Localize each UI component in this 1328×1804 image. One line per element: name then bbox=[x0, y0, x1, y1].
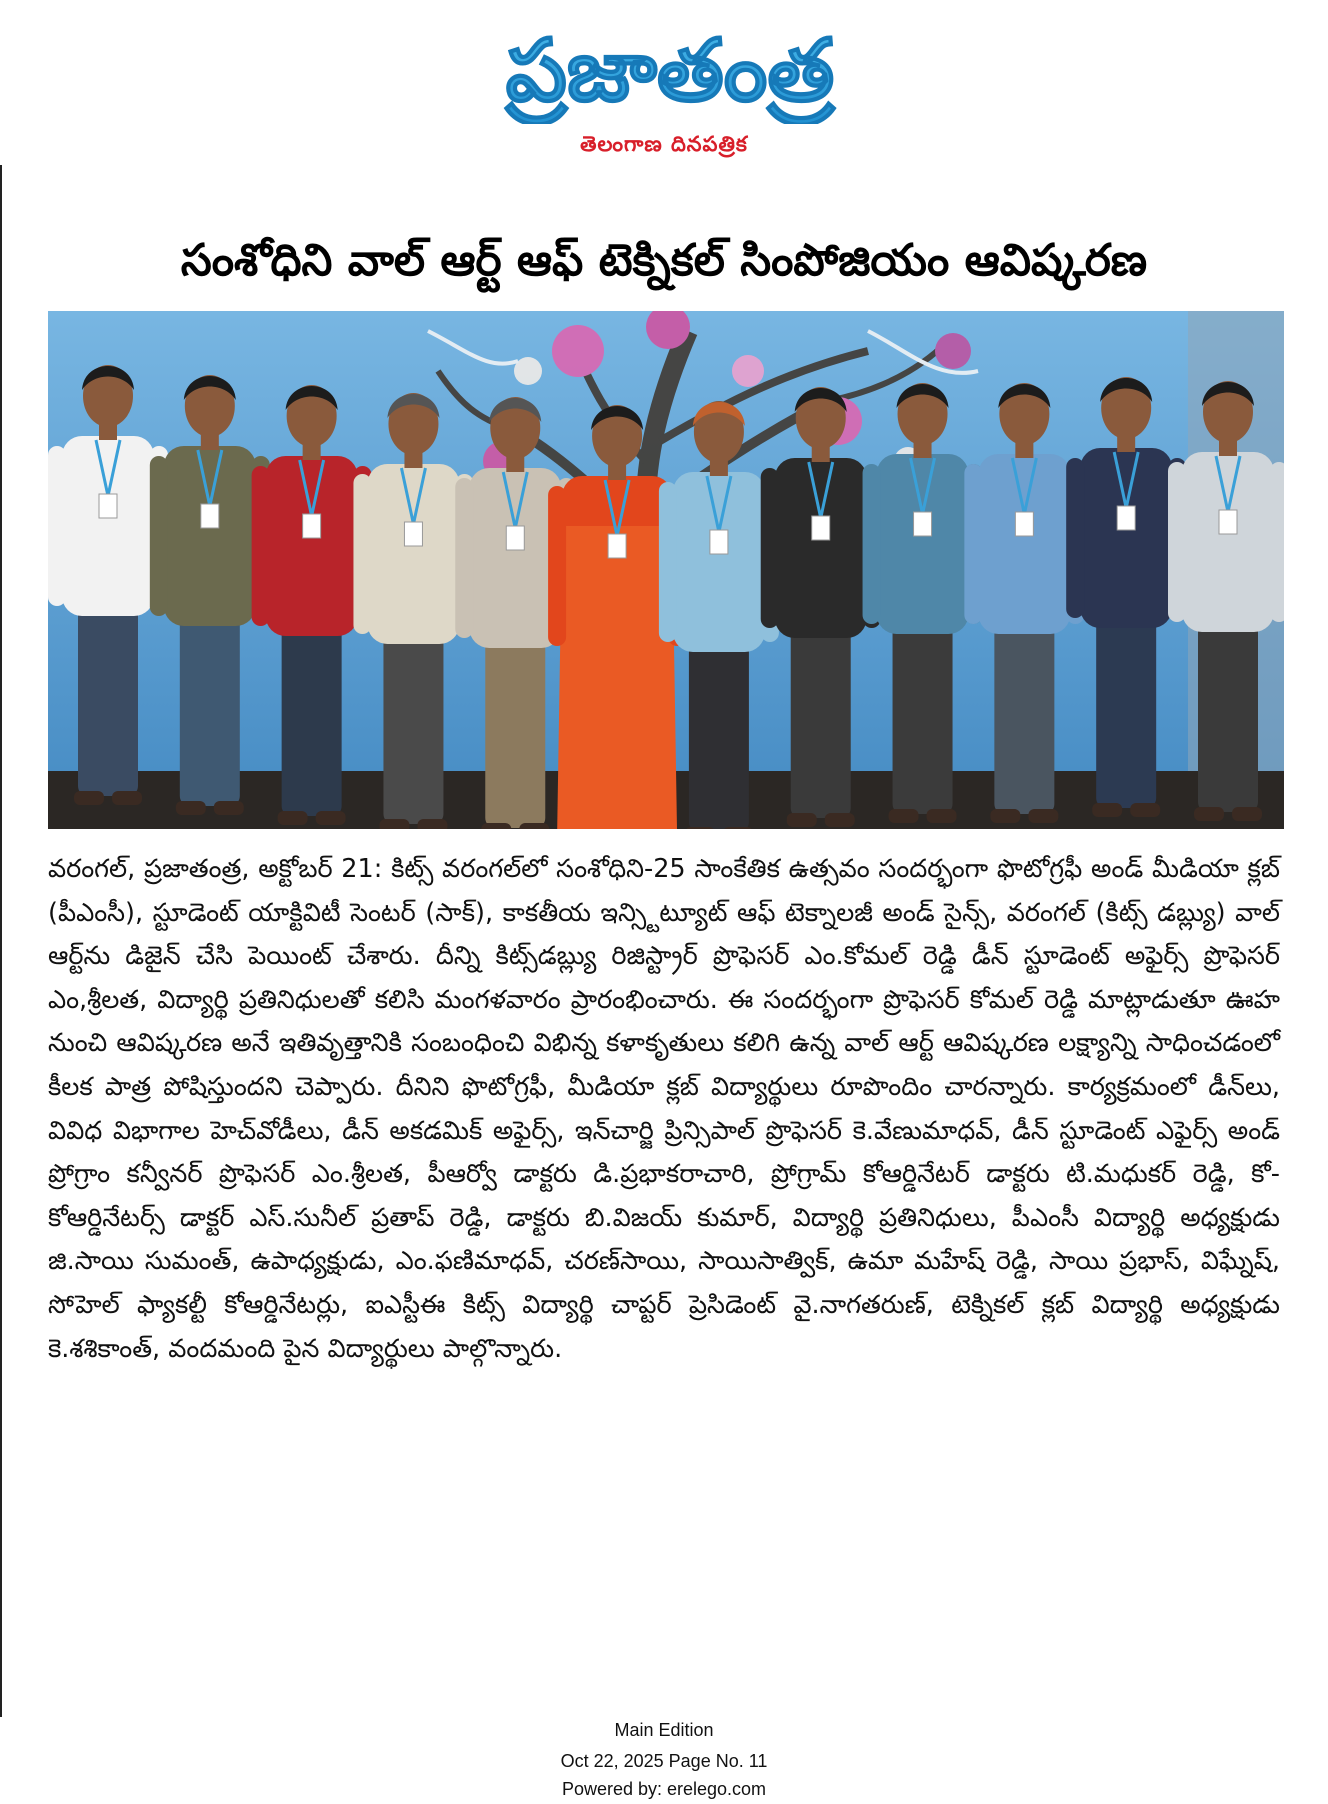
footer-powered-by: Powered by: erelego.com bbox=[561, 1779, 767, 1799]
newspaper-logo-wordmark: ప్రజాతంత్ర bbox=[505, 21, 835, 121]
masthead bbox=[0, 8, 1328, 158]
article-photo bbox=[48, 311, 1284, 829]
group-photo-illustration bbox=[48, 311, 1284, 829]
newspaper-logo bbox=[470, 8, 870, 124]
masthead-tagline: తెలంగాణ దినపత్రిక bbox=[580, 132, 748, 156]
footer-edition: Main Edition bbox=[614, 1720, 714, 1740]
left-column-rule bbox=[0, 165, 2, 1717]
newspaper-logo-artwork bbox=[470, 8, 870, 124]
article-headline: సంశోధిని వాల్ ఆర్ట్ ఆఫ్ టెక్నికల్ సింపోజియం ఆవిష్కరణ bbox=[180, 235, 1148, 287]
article-body: వరంగల్, ప్రజాతంత్ర, అక్టోబర్ 21: కిట్స్ వరంగల్‌లో సంశోధిని-25 సాంకేతిక ఉత్సవం సందర్భంగా ఫొటోగ్రఫీ అండ్ మీడియా క్లబ్ (పీఎంసీ), స్టూడెంట్ యాక్టివిటీ సెంటర్ (సాక్), కాకతీయ ఇన్స్టిట్యూట్ ఆఫ్ టెక్నాలజీ అండ్ సైన్స్, వరంగల్ (కిట్స్ డబ్ల్యు) వాల్ ఆర్ట్‌ను డిజైన్ చేసి పెయింట్ చేశారు. దీన్ని కిట్స్‌డబ్ల్యు రిజిస్ట్రార్ ప్రొఫెసర్ ఎం.కోమల్ రెడ్డి డీన్ స్టూడెంట్ అఫైర్స్ ప్రొఫెసర్ ఎం,శ్రీలత, విద్యార్థి ప్రతినిధులతో కలిసి మంగళవారం ప్రారంభించారు. ఈ సందర్భంగా ప్రొఫెసర్ కోమల్ రెడ్డి మాట్లాడుతూ ఊహ నుంచి ఆవిష్కరణ అనే ఇతివృత్తానికి సంబంధించి విభిన్న కళాకృతులు కలిగి ఉన్న వాల్ ఆర్ట్ ఆవిష్కరణ లక్ష్యాన్ని సాధించడంలో కీలక పాత్ర పోషిస్తుందని చెప్పారు. దీనిని ఫొటోగ్రఫీ, మీడియా క్లబ్ విద్యార్థులు రూపొందిం చారన్నారు. కార్యక్రమంలో డీన్‌లు, వివిధ విభాగాల హెచ్‌వోడీలు, డీన్ అకడమిక్ అఫైర్స్, ఇన్‌చార్జి ప్రిన్సిపాల్ ప్రొఫెసర్ కె.వేణుమాధవ్, డీన్ స్టూడెంట్ ఎఫైర్స్ అండ్ ప్రోగ్రాం కన్వీనర్ ప్రొఫెసర్ ఎం.శ్రీలత, పీఆర్వో డాక్టరు డి.ప్రభాకరాచారి, ప్రోగ్రామ్ కోఆర్డినేటర్ డాక్టరు టి.మధుకర్ రెడ్డి, కో-కోఆర్డినేటర్స్ డాక్టర్ ఎస్.సునీల్ ప్రతాప్ రెడ్డి, డాక్టరు బి.విజయ్ కుమార్, విద్యార్థి ప్రతినిధులు, పీఎంసీ విద్యార్థి అధ్యక్షుడు జి.సాయి సుమంత్, ఉపాధ్యక్షుడు, ఎం.ఫణిమాధవ్, చరణ్‌సాయి, సాయిసాత్విక్, ఉమా మహేష్ రెడ్డి, సాయి ప్రభాస్, విఘ్నేష్, సోహెల్ ఫ్యాకల్టీ కోఆర్డినేటర్లు, ఐఎస్టీఈ కిట్స్ విద్యార్థి చాప్టర్ ప్రెసిడెంట్ వై.నాగతరుణ్, టెక్నికల్ క్లబ్ విద్యార్థి అధ్యక్షుడు కె.శశికాంత్, వందమంది పైన విద్యార్థులు పాల్గొన్నారు. bbox=[48, 854, 1280, 1364]
footer-date-page: Oct 22, 2025 Page No. 11 bbox=[560, 1751, 768, 1771]
